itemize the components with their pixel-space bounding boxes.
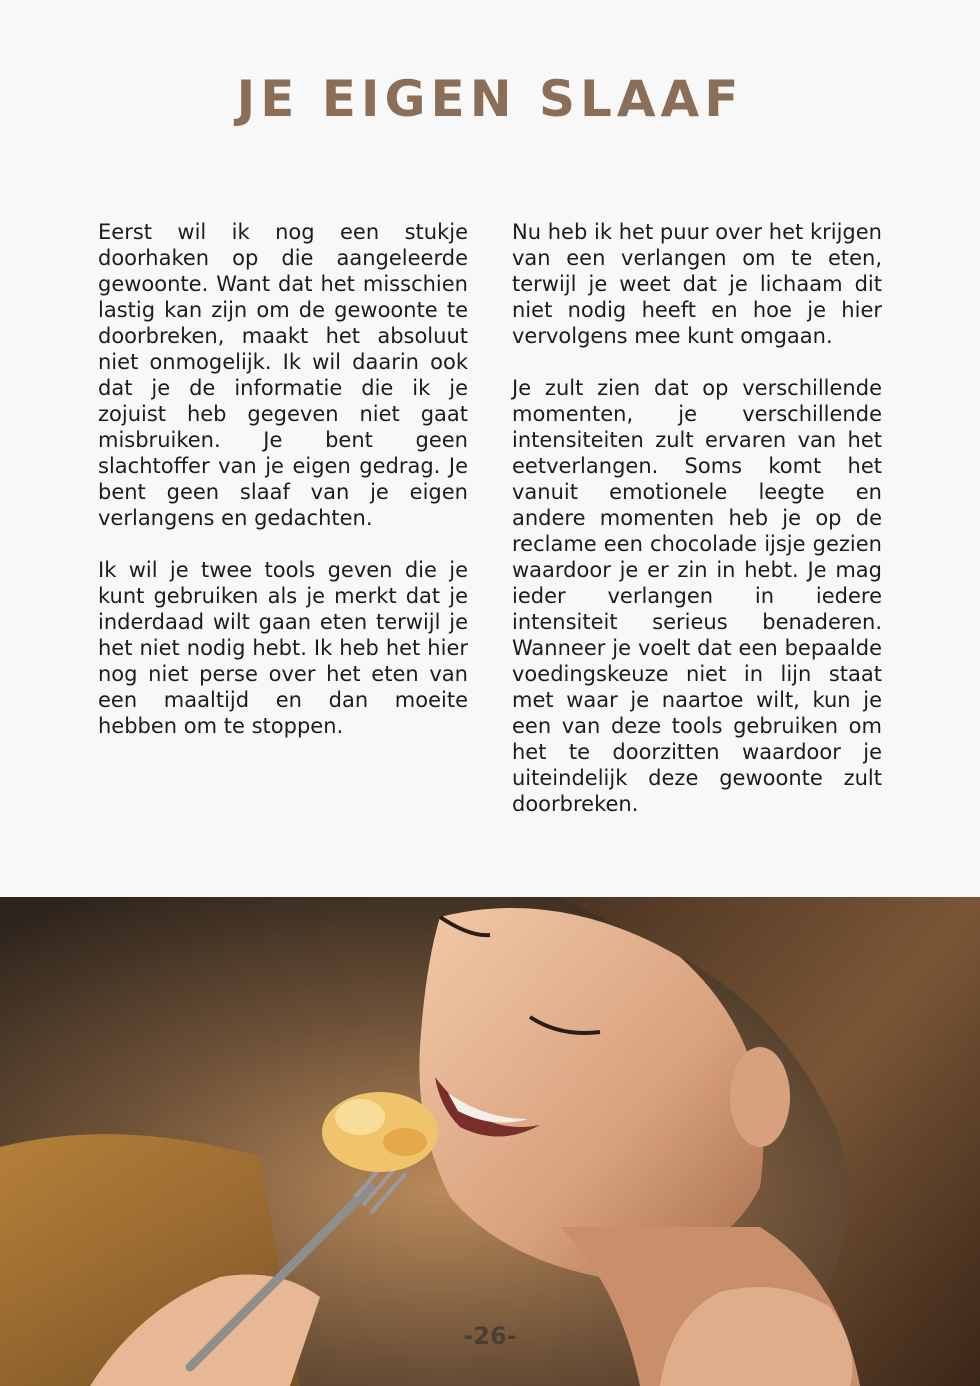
woman-eating-photo (0, 897, 980, 1386)
paragraph: Nu heb ik het puur over het krijgen van een verlangen om te eten, terwijl je weet dat je lichaam dit niet nodig heeft en hoe je hier vervolgens mee kunt omgaan. (512, 220, 882, 348)
paragraph: Ik wil je twee tools geven die je kunt gebruiken als je merkt dat je inderdaad wilt gaan eten terwijl je het niet nodig hebt. Ik heb het hier nog niet perse over het eten van een maaltijd en dan moeite hebben om te stoppen. (98, 558, 468, 738)
page-number: -26- (463, 1322, 517, 1350)
right-text-column (512, 219, 882, 843)
page-title: JE EIGEN SLAAF (236, 70, 744, 128)
paragraph: Eerst wil ik nog een stukje doorhaken op die aangeleerde gewoonte. Want dat het misschien lastig kan zijn om de gewoonte te doorbreken, maakt het absoluut niet onmogelijk. Ik wil daarin ook dat je de informatie die ik je zojuist heb gegeven niet gaat misbruiken. Je bent geen slachtoffer van je eigen gedrag. Je bent geen slaaf van je eigen verlangens en gedachten. (98, 220, 468, 530)
left-text-column (98, 219, 468, 765)
photo-illustration (0, 897, 980, 1386)
paragraph: Je zult zien dat op verschillende momenten, je verschillende intensiteiten zult ervaren van het eetverlangen. Soms komt het vanuit emotionele leegte en andere momenten heb je op de reclame een chocolade ijsje gezien waardoor je er zin in hebt. Je mag ieder verlangen in iedere intensiteit serieus benaderen. Wanneer je voelt dat een bepaalde voedingskeuze niet in lijn staat met waar je naartoe wilt, kun je een van deze tools gebruiken om het te doorzitten waardoor je uiteindelijk deze gewoonte zult doorbreken. (512, 376, 882, 816)
